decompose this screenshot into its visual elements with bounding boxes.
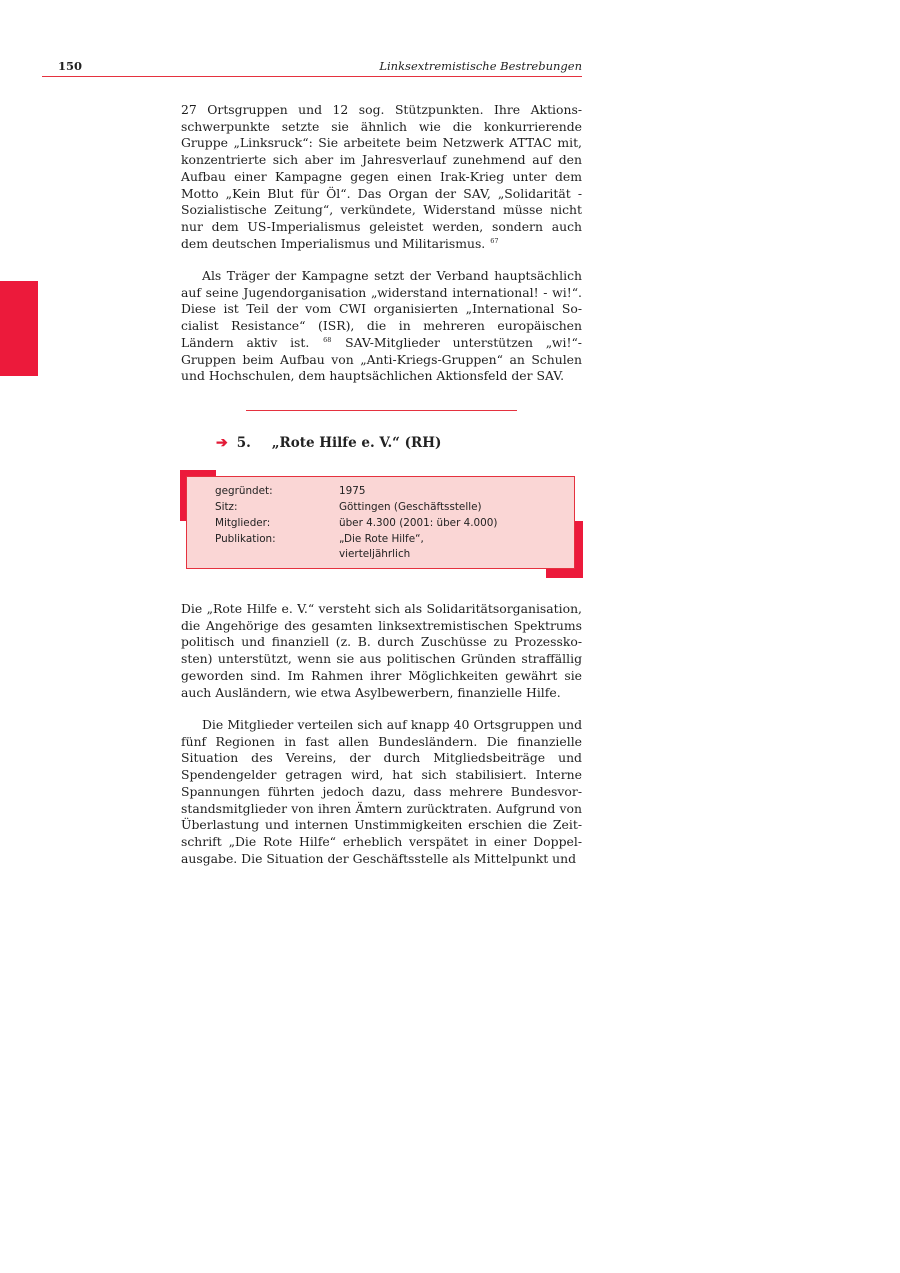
paragraph-text: 27 Ortsgruppen und 12 sog. Stützpunkten. Ihre Aktionsschwerpunkte setzte sie ähnlich wie die konkurrierende Gruppe „Linksruck“: Sie arbeitete beim Netzwerk ATTAC mit, konzentrierte sich aber im Jahresverlauf zunehmend auf den Aufbau einer Kampagne gegen einen Irak-Krieg unter dem Motto „Kein Blut für Öl“. Das Organ der SAV, „Solidarität - Sozialistische Zeitung“, verkündete, Widerstand müsse nicht nur dem US-Imperialismus geleistet werden, sondern auch dem deutschen Imperialismus und Militarismus.: [181, 102, 582, 251]
info-value: vierteljährlich: [339, 548, 411, 560]
info-label: gegründet:: [215, 485, 273, 497]
paragraph-text: SAV-Mitglieder unterstützen „wi!“-Gruppen beim Aufbau von „Anti-Kriegs-Gruppen“ an Schulen und Hochschulen, dem hauptsächlichen Aktionsfeld der SAV.: [181, 334, 582, 384]
paragraph-rote-hilfe-members: Die Mitglieder verteilen sich auf knapp 40 Ortsgruppen und fünf Regionen in fast allen Bundesländern. Die finanzielle Situation des Vereins, der durch Mitgliedsbeiträge und Spendengelder getragen wird, hat sich stabilisiert. Interne Spannungen führten jedoch dazu, dass mehrere Bundesvorstandsmitglieder von ihren Ämtern zurücktraten. Aufgrund von Überlastung und internen Unstimmigkeiten erschien die Zeitschrift „Die Rote Hilfe“ erheblich verspätet in einer Doppelausgabe. Die Situation der Geschäftsstelle als Mittelpunkt und: [181, 717, 582, 866]
organisation-infobox: [186, 476, 575, 569]
section-number: 5.: [236, 435, 251, 451]
paragraph-rote-hilfe-intro: Die „Rote Hilfe e. V.“ versteht sich als Solidaritätsorganisation, die Angehörige des gesamten linksextremistischen Spektrums politisch und finanziell (z. B. durch Zuschüsse zu Prozesskosten) unterstützt, wenn sie aus politischen Gründen straffällig geworden sind. Im Rahmen ihrer Möglichkeiten gewährt sie auch Ausländern, wie etwa Asylbewerbern, finanzielle Hilfe.: [181, 601, 582, 700]
running-title: Linksextremistische Bestrebungen: [379, 59, 582, 73]
info-value: 1975: [339, 485, 366, 497]
page-number: 150: [58, 59, 83, 73]
paragraph-youth-organisation: [181, 268, 582, 385]
header-rule: [42, 76, 582, 77]
footnote-marker: 68: [323, 335, 332, 344]
section-heading: [216, 434, 441, 452]
info-label: Sitz:: [215, 501, 238, 513]
info-row-publication-continued: [215, 546, 559, 562]
paragraph-text: Als Träger der Kampagne setzt der Verband hauptsächlich auf seine Jugendorganisation „widerstand international! - wi!“. Diese ist Teil der vom CWI organisierten „International Socialist Resistance“ (ISR), die in mehreren europäischen Ländern aktiv ist.: [181, 268, 582, 350]
footnote-marker: 67: [490, 236, 499, 245]
info-value: „Die Rote Hilfe“,: [339, 533, 424, 545]
section-title: „Rote Hilfe e. V.“ (RH): [271, 435, 442, 451]
info-value: Göttingen (Geschäftsstelle): [339, 501, 482, 513]
info-row-founded: [215, 483, 559, 499]
arrow-right-icon: ➔: [216, 435, 228, 451]
chapter-side-tab: [0, 281, 38, 376]
info-row-seat: [215, 499, 559, 515]
section-divider: [246, 410, 517, 411]
paragraph-sav-campaign: [181, 102, 582, 252]
info-value: über 4.300 (2001: über 4.000): [339, 517, 498, 529]
info-row-publication: [215, 531, 559, 547]
info-label: Publikation:: [215, 533, 276, 545]
info-label: Mitglieder:: [215, 517, 271, 529]
info-row-members: [215, 515, 559, 531]
info-label-empty: [215, 546, 339, 562]
